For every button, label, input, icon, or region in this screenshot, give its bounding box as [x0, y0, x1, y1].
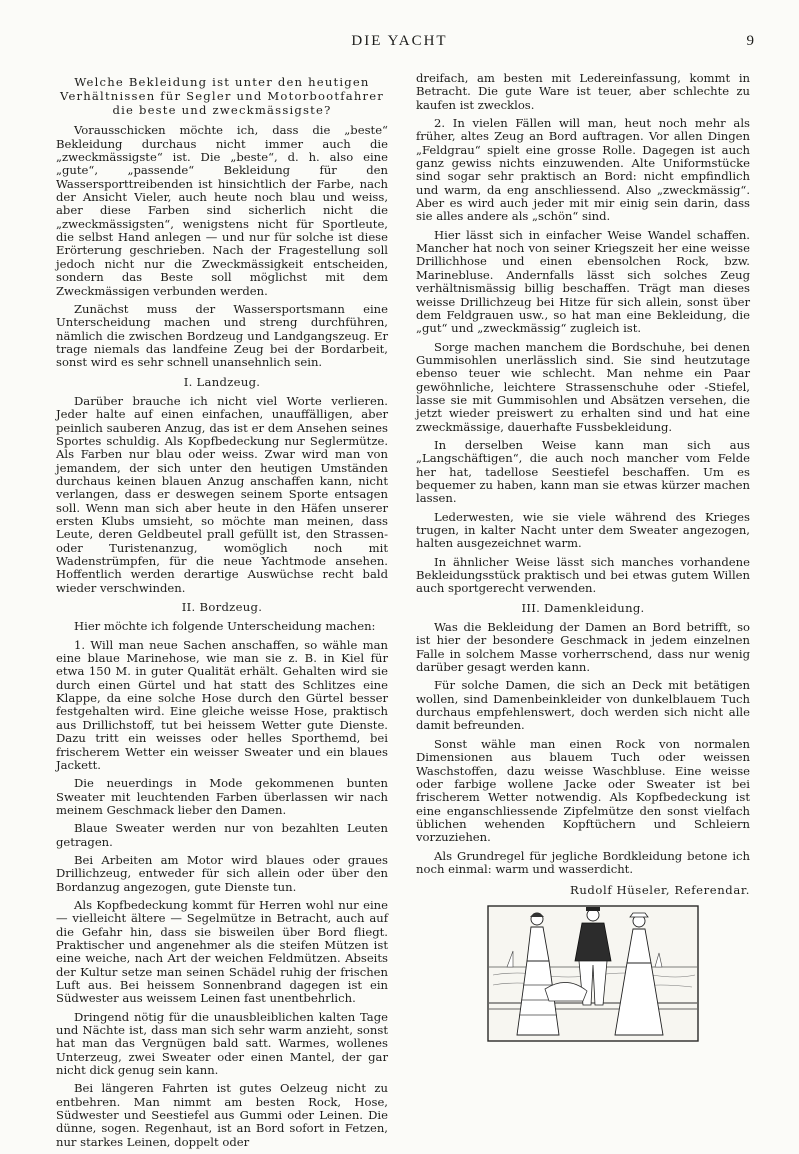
- illustration-figures-on-deck: [487, 905, 699, 1042]
- paragraph: Hier möchte ich folgende Unterscheidung machen:: [74, 619, 376, 634]
- section-heading-bordzeug: II. Bordzeug.: [181, 600, 263, 615]
- paragraph: Vorausschicken möchte ich, dass die „beste“ Bekleidung durchaus nicht immer auch die „zweckmässigste“ ist. Die „beste“, d. h. also eine „gute“, „passende“ Bekleidung für den Wassersporttreibenden ist hinsichtlich der Farbe, nach der Ansicht Vieler, auch heute noch blau und weiss, aber diese Farben sind sicherlich nicht die „zweckmässigsten“, wenigstens nicht für Sportleute, die selbst Hand anlegen — und nur für solche ist diese Erörterung geschrieben. Nach der Fragestellung soll jedoch nicht nur die Zweckmässigkeit entscheiden, sondern das Beste soll möglichst mit dem Zweckmässigen verbunden werden.: [56, 123, 388, 298]
- paragraph: 2. In vielen Fällen will man, heut noch mehr als früher, altes Zeug an Bord auftragen. Vor allen Dingen „Feldgrau“ spielt eine grosse Rolle. Dagegen ist auch ganz gewiss nichts einzuwenden. Alte Uniformstücke sind sogar sehr praktisch an Bord: nicht empfindlich und warm, da eng anschliessend. Also „zweckmässig“. Aber es wird auch jeder mit mir einig sein darin, dass sie alles andere als „schön“ sind.: [416, 116, 750, 224]
- paragraph: Hier lässt sich in einfacher Weise Wandel schaffen. Mancher hat noch von seiner Kriegszeit her eine weisse Drillichhose und einen ebensolchen Rock, bzw. Marinebluse. Andernfalls lässt sich solches Zeug verhältnismässig billig beschaffen. Trägt man dieses weisse Drillichzeug bei Hitze für sich allein, sonst über dem Feldgrauen usw., so hat man eine Bekleidung, die „gut“ und „zweckmässig“ zugleich ist.: [416, 227, 750, 336]
- author-signature: Rudolf Hüseler, Referendar.: [570, 883, 750, 898]
- paragraph: Bei Arbeiten am Motor wird blaues oder graues Drillichzeug, entweder für sich allein oder über den Bordanzug angezogen, gute Dienste tun.: [56, 852, 388, 894]
- paragraph: Dringend nötig für die unausbleiblichen kalten Tage und Nächte ist, dass man sich sehr warm anzieht, sonst hat man das Vergnügen bald satt. Warmes, wollenes Unterzeug, zwei Sweater oder einen Mantel, der gar nicht dick genug sein kann.: [56, 1009, 388, 1078]
- paragraph: Darüber brauche ich nicht viel Worte verlieren. Jeder halte auf einen einfachen, unauffälligen, aber peinlich sauberen Anzug, das ist er dem Ansehen seines Sportes schuldig. Als Kopfbedeckung nur Seglermütze. Als Farben nur blau oder weiss. Zwar wird man von jemandem, der sich unter den heutigen Umständen durchaus keinen blauen Anzug anschaffen kann, nicht verlangen, dass er deswegen seinem Sporte entsagen soll. Wenn man sich aber heute in den Häfen unserer ersten Klubs umsieht, so möchte man meinen, dass Leute, deren Geldbeutel prall gefüllt ist, den Strassen- oder Turistenanzug, womöglich noch mit Wadenstrümpfen, für die neue Yachtmode ansehen. Hoffentlich werden derartige Auswüchse recht bald wieder verschwinden.: [56, 393, 388, 595]
- paragraph: Für solche Damen, die sich an Deck mit betätigen wollen, sind Damenbeinkleider von dunkelblauem Tuch durchaus empfehlenswert, doch werden sich nicht alle damit befreunden.: [416, 678, 750, 733]
- paragraph: In derselben Weise kann man sich aus „Langschäftigen“, die auch noch mancher vom Felde her hat, tadellose Seestiefel beschaffen. Um es bequemer zu haben, kann man sie etwas kürzer machen lassen.: [416, 437, 750, 506]
- paragraph: dreifach, am besten mit Ledereinfassung, kommt in Betracht. Die gute Ware ist teuer, aber schlechte zu kaufen ist zwecklos.: [416, 71, 750, 112]
- left-column: [56, 72, 388, 1154]
- section-heading-damenkleidung: III. Damenkleidung.: [521, 600, 645, 615]
- paragraph: Sonst wähle man einen Rock von normalen Dimensionen aus blauem Tuch oder weissen Waschstoffen, dazu weisse Waschbluse. Eine weisse oder farbige wollene Jacke oder Sweater ist bei frischerem Wetter notwendig. Als Kopfbedeckung ist eine enganschliessende Zipfelmütze den sonst vielfach üblichen wehenden Kopftüchern und Schleiern vorzuziehen.: [416, 736, 750, 845]
- illustration-drawing: [487, 905, 699, 1042]
- right-column: [416, 72, 750, 898]
- paragraph: Zunächst muss der Wassersportsmann eine Unterscheidung machen und streng durchführen, nämlich die zwischen Bordzeug und Landgangszeug. Er trage niemals das landfeine Zeug bei der Bordarbeit, sonst wird es sehr schnell unansehnlich sein.: [56, 301, 388, 370]
- article-title: Welche Bekleidung ist unter den heutigen Verhältnissen für Segler und Motorbootfahrer die beste und zweckmässigste?: [59, 75, 385, 117]
- paragraph: Blaue Sweater werden nur von bezahlten Leuten getragen.: [56, 821, 388, 849]
- paragraph: 1. Will man neue Sachen anschaffen, so wähle man eine blaue Marinehose, wie man sie z. B. in Kiel für etwa 150 M. in guter Qualität erhält. Gehalten wird sie durch einen Gürtel und hat statt des Schlitzes eine Klappe, da eine solche Hose durch den Gürtel besser festgehalten wird. Eine gleiche weisse Hose, praktisch aus Drillichstoff, tut bei heissem Wetter gute Dienste. Dazu tritt ein weisses oder helles Sporthemd, bei frischerem Wetter ein weisser Sweater und ein blaues Jackett.: [56, 637, 388, 772]
- paragraph: Sorge machen manchem die Bordschuhe, bei denen Gummisohlen unerlässlich sind. Sie sind heutzutage ebenso teuer wie schlecht. Man nehme ein Paar gewöhnliche, leichtere Strassenschuhe oder -Stiefel, lasse sie mit Gummisohlen und Absätzen versehen, die jetzt wieder preiswert zu erhalten sind und hat eine zweckmässige, dauerhafte Fussbekleidung.: [416, 339, 750, 434]
- paragraph: Was die Bekleidung der Damen an Bord betrifft, so ist hier der besondere Geschmack in jedem einzelnen Falle in solchem Masse vorherrschend, dass nur wenig darüber gesagt werden kann.: [416, 620, 750, 675]
- paragraph: Die neuerdings in Mode gekommenen bunten Sweater mit leuchtenden Farben überlassen wir nach meinem Geschmack lieber den Damen.: [56, 776, 388, 817]
- paragraph: In ähnlicher Weise lässt sich manches vorhandene Bekleidungsstück praktisch und bei etwas gutem Willen auch sportgerecht verwenden.: [416, 554, 750, 596]
- magazine-title: DIE YACHT: [351, 33, 448, 49]
- paragraph: Lederwesten, wie sie viele während des Krieges trugen, in kalter Nacht unter dem Sweater angezogen, halten ausgezeichnet warm.: [416, 509, 750, 551]
- paragraph: Als Kopfbedeckung kommt für Herren wohl nur eine — vielleicht ältere — Segelmütze in Betracht, auch auf die Gefahr hin, dass sie bisweilen über Bord fliegt. Praktischer und angenehmer als die steifen Mützen ist eine weiche, nach Art der weichen Feldmützen. Abseits der Kultur setze man seinen Schädel ruhig der frischen Luft aus. Bei heissem Sonnenbrand dagegen ist ein Südwester aus weissem Leinen fast unentbehrlich.: [56, 897, 388, 1006]
- paragraph: Als Grundregel für jegliche Bordkleidung betone ich noch einmal: warm und wasserdicht.: [416, 848, 750, 876]
- paragraph: Bei längeren Fahrten ist gutes Oelzeug nicht zu entbehren. Man nimmt am besten Rock, Hose, Südwester und Seestiefel aus Gummi oder Leinen. Die dünne, sogen. Regenhaut, ist an Bord sofort in Fetzen, nur starkes Leinen, doppelt oder: [56, 1081, 388, 1149]
- section-heading-landzeug: I. Landzeug.: [183, 374, 261, 389]
- page-number: 9: [746, 33, 754, 49]
